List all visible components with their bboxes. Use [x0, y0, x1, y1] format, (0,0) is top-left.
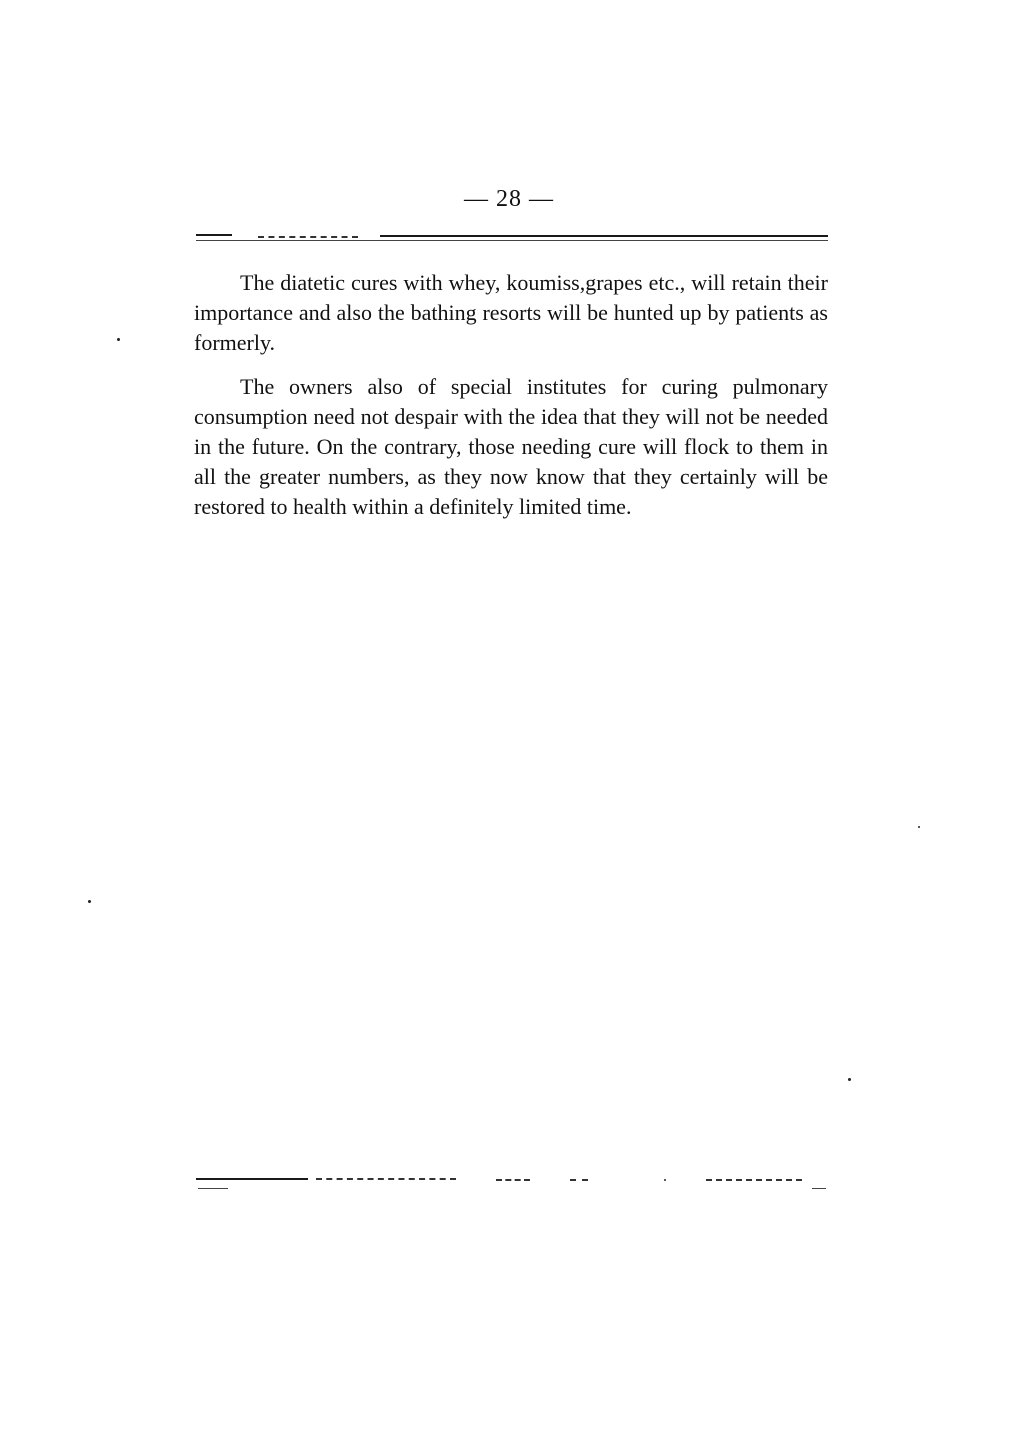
footer-rule-segment: [316, 1178, 456, 1180]
scan-speck: [848, 1078, 851, 1081]
footer-rule-underline: [812, 1188, 826, 1189]
scan-speck: [664, 1179, 666, 1181]
scan-speck: [918, 826, 920, 828]
scan-speck: [117, 338, 120, 341]
footer-rule-segment: [196, 1178, 308, 1180]
header-rule-underline: [196, 240, 828, 241]
body-paragraph: The owners also of special institutes for curing pulmonary consumption need not despair with the idea that they will not be needed in the future. On the contrary, those needing cure will flock to them in all the greater numbers, as they now know that they certainly will be restored to health within a definitely limited time.: [194, 374, 828, 519]
footer-rule-segment: [706, 1179, 802, 1181]
header-rule-segment: [196, 234, 232, 236]
footer-rule-segment: [570, 1179, 588, 1181]
header-rule-segment: [258, 236, 358, 238]
scan-speck: [88, 900, 91, 903]
header-rule-segment: [380, 235, 828, 237]
page-number: — 28 —: [464, 186, 554, 212]
footer-rule-underline: [198, 1188, 228, 1189]
body-paragraph: The diatetic cures with whey, koumiss,grapes etc., will retain their importance and also the bathing resorts will be hunted up by patients as formerly.: [194, 270, 828, 355]
footer-rule-segment: [496, 1179, 530, 1181]
